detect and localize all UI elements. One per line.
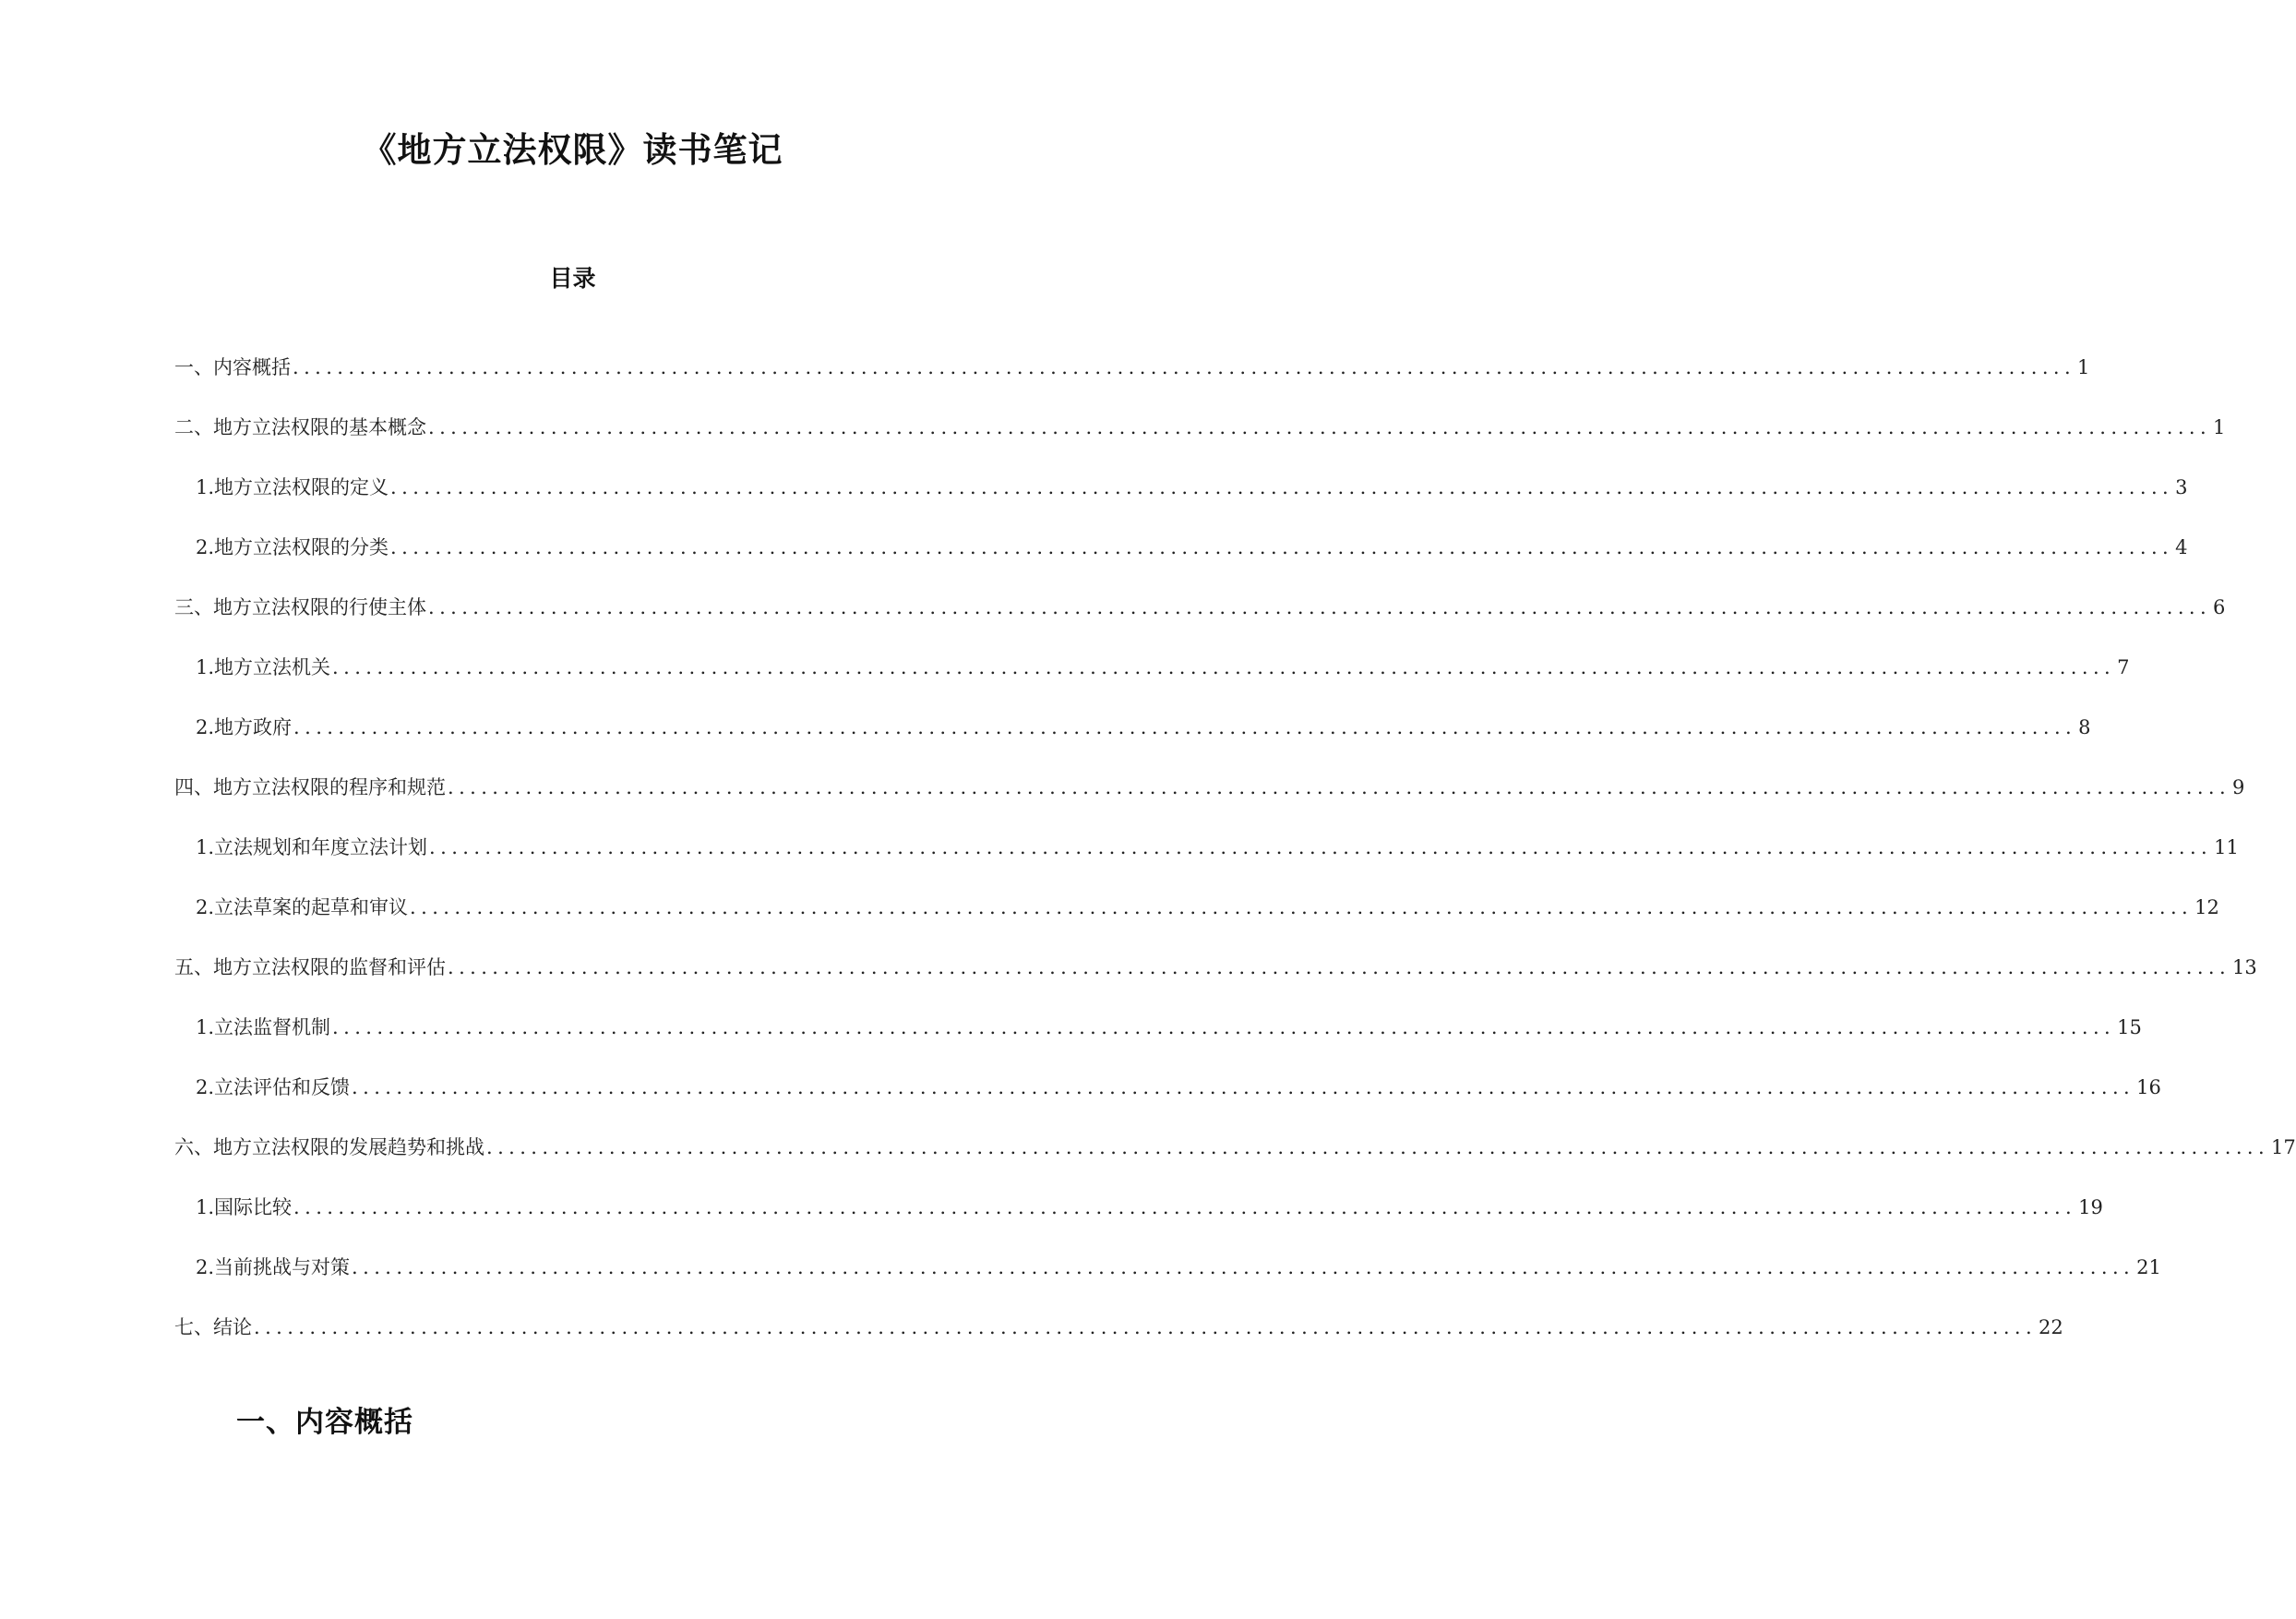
toc-entry-trends-challenges[interactable] (174, 1133, 2296, 1162)
toc-entry-number: 1. (196, 656, 215, 678)
toc-leader-dots: ................................................................................................................................................................ (428, 416, 2212, 438)
toc-leader-dots: ................................................................................................................................................................ (352, 1256, 2135, 1278)
toc-entry-title: 地方立法权限的定义 (214, 476, 389, 498)
toc-entry-number: 2. (196, 716, 215, 738)
toc-leader-dots: ................................................................................................................................................................ (390, 536, 2174, 558)
toc-entry-title: 七、结论 (174, 1316, 252, 1338)
toc-entry-page: 1 (2213, 416, 2226, 438)
toc-entry-legislative-organ[interactable] (196, 653, 2130, 682)
toc-entry-title: 地方立法权限的分类 (214, 536, 389, 558)
toc-leader-dots: ................................................................................................................................................................ (352, 1076, 2135, 1098)
toc-entry-title: 立法规划和年度立法计划 (214, 836, 428, 858)
toc-entry-page: 4 (2175, 536, 2188, 558)
toc-entry-classification[interactable] (196, 533, 2188, 562)
toc-entry-title: 四、地方立法权限的程序和规范 (174, 776, 446, 798)
toc-entry-conclusion[interactable] (174, 1313, 2063, 1342)
toc-entry-definition[interactable] (196, 473, 2188, 502)
toc-entry-number: 1. (196, 1196, 215, 1218)
toc-entry-page: 6 (2213, 596, 2226, 618)
toc-leader-dots: ................................................................................................................................................................ (332, 656, 2116, 678)
toc-entry-title: 立法草案的起草和审议 (214, 896, 409, 918)
toc-leader-dots: ................................................................................................................................................................ (428, 596, 2212, 618)
toc-entry-content-summary[interactable] (174, 353, 2090, 382)
toc-entry-drafting-review[interactable] (196, 893, 2219, 922)
toc-entry-exercising-subject[interactable] (174, 593, 2226, 622)
toc-entry-page: 13 (2232, 956, 2257, 978)
toc-entry-page: 21 (2136, 1256, 2161, 1278)
toc-entry-number: 1. (196, 1016, 215, 1038)
toc-entry-title: 五、地方立法权限的监督和评估 (174, 956, 446, 978)
toc-heading: 目录 (549, 265, 596, 292)
toc-leader-dots: ................................................................................................................................................................ (486, 1136, 2270, 1158)
toc-entry-title: 六、地方立法权限的发展趋势和挑战 (174, 1136, 484, 1158)
document-title: 《地方立法权限》读书笔记 (362, 129, 783, 170)
toc-entry-page: 7 (2117, 656, 2130, 678)
toc-entry-title: 地方立法机关 (214, 656, 331, 678)
toc-entry-number: 2. (196, 1256, 215, 1278)
toc-entry-supervision-mechanism[interactable] (196, 1013, 2142, 1042)
toc-entry-page: 3 (2175, 476, 2188, 498)
toc-entry-title: 国际比较 (214, 1196, 293, 1218)
toc-entry-page: 11 (2214, 836, 2239, 858)
toc-entry-page: 9 (2232, 776, 2245, 798)
toc-leader-dots: ................................................................................................................................................................ (410, 896, 2194, 918)
toc-leader-dots: ................................................................................................................................................................ (448, 956, 2231, 978)
toc-entry-number: 1. (196, 836, 215, 858)
toc-leader-dots: ................................................................................................................................................................ (293, 716, 2077, 738)
toc-leader-dots: ................................................................................................................................................................ (390, 476, 2174, 498)
toc-leader-dots: ................................................................................................................................................................ (448, 776, 2231, 798)
toc-entry-title: 立法评估和反馈 (214, 1076, 351, 1098)
toc-entry-page: 19 (2078, 1196, 2103, 1218)
toc-leader-dots: ................................................................................................................................................................ (332, 1016, 2116, 1038)
toc-leader-dots: ................................................................................................................................................................ (429, 836, 2213, 858)
toc-entry-number: 2. (196, 536, 215, 558)
toc-entry-evaluation-feedback[interactable] (196, 1073, 2161, 1102)
toc-entry-title: 当前挑战与对策 (214, 1256, 351, 1278)
toc-entry-page: 1 (2077, 356, 2090, 378)
toc-entry-title: 立法监督机制 (214, 1016, 331, 1038)
toc-leader-dots: ................................................................................................................................................................ (293, 356, 2076, 378)
toc-entry-page: 8 (2078, 716, 2091, 738)
toc-entry-number: 1. (196, 476, 215, 498)
toc-entry-title: 三、地方立法权限的行使主体 (174, 596, 426, 618)
toc-entry-page: 15 (2117, 1016, 2142, 1038)
toc-entry-procedures[interactable] (174, 773, 2245, 802)
section-heading: 一、内容概括 (236, 1406, 413, 1439)
toc-entry-title: 二、地方立法权限的基本概念 (174, 416, 426, 438)
toc-entry-local-government[interactable] (196, 713, 2091, 742)
toc-entry-basic-concept[interactable] (174, 413, 2226, 442)
toc-entry-international-comparison[interactable] (196, 1193, 2103, 1222)
toc-entry-number: 2. (196, 1076, 215, 1098)
toc-entry-legislative-planning[interactable] (196, 833, 2239, 862)
toc-entry-title: 一、内容概括 (174, 356, 291, 378)
toc-entry-title: 地方政府 (214, 716, 293, 738)
toc-entry-page: 22 (2039, 1316, 2063, 1338)
toc-entry-page: 17 (2271, 1136, 2296, 1158)
toc-entry-page: 16 (2136, 1076, 2161, 1098)
toc-leader-dots: ................................................................................................................................................................ (293, 1196, 2077, 1218)
toc-leader-dots: ................................................................................................................................................................ (254, 1316, 2038, 1338)
toc-entry-current-challenges[interactable] (196, 1253, 2161, 1282)
toc-entry-number: 2. (196, 896, 215, 918)
toc-entry-supervision-evaluation[interactable] (174, 953, 2257, 982)
toc-entry-page: 12 (2194, 896, 2219, 918)
